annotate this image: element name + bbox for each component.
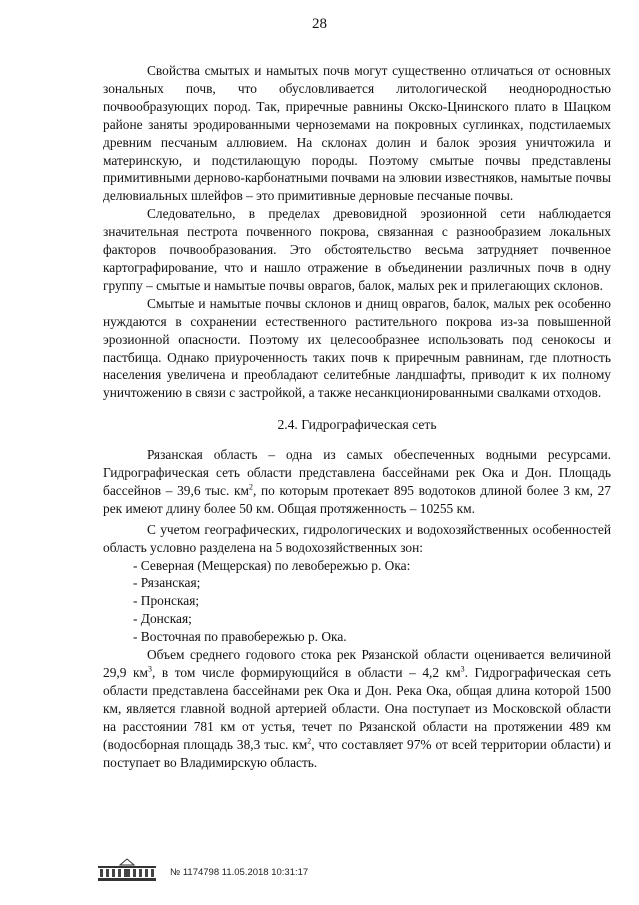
- paragraph-soil-properties: Свойства смытых и намытых почв могут существенно отличаться от основных зональных почв, что обусловливается литологической неоднородностью почвообразующих пород. Так, приречные равнины Окско-Цнинского плато в Шацком районе заняты эродированными черноземами на покровных суглинках, подстилаемых древним песчаным аллювием. На склонах долин и балок эрозия уничтожила и материнскую, и подстилающую породы. Поэтому смытые почвы представлены примитивными дерново-карбонатными почвами на элювии известняков, намытые почвы делювиальных шлейфов – это примитивные дерновые песчаные почвы.: [103, 63, 611, 204]
- paragraph-river-runoff: Объем среднего годового стока рек Рязанской области оценивается величиной 29,9 $км^3$, в том числе формирующийся в области – 4,2 $км^3$. Гидрографическая сеть области представлена бассейнами рек Ока и Дон. Река Ока, общая длина которой 1500 км, является главной водной артерией области. Она поступает из Московской области на расстоянии 781 км от устья, течет по Рязанской области на протяжении 489 км (водосборная площадь 38,3 тыс. $км^2$, что составляет 97% от всей территории области) и поступает во Владимирскую область.: [103, 647, 611, 770]
- paragraph-water-resources: Рязанская область – одна из самых обеспеченных водными ресурсами. Гидрографическая сеть области представлена бассейнами рек Ока и Дон. Площадь бассейнов – 39,6 тыс. $км^2$, по которым протекает 895 водотоков длиной более 3 км, 27 рек имеют длину более 50 км. Общая протяженность – 10255 км.: [103, 447, 611, 516]
- list-item-zone-5: - Восточная по правобережью р. Ока.: [133, 629, 347, 645]
- building-stamp-icon: [96, 858, 158, 882]
- document-body: [103, 62, 611, 771]
- list-item-zone-4: - Донская;: [133, 611, 192, 627]
- paragraph-erosion-network: Следовательно, в пределах древовидной эрозионной сети наблюдается значительная пестрота почвенного покрова, связанная с разнообразием локальных факторов почвообразования. Это обстоятельство весьма затрудняет почвенное картографирование, что и нашло отражение в объединении различных почв в одну группу – смытые и намытые почвы оврагов, балок, малых рек и прилегающих склонов.: [103, 206, 611, 293]
- list-item-zone-1: - Северная (Мещерская) по левобережью р. Ока:: [133, 557, 411, 573]
- list-item-zone-3: - Пронская;: [133, 593, 200, 609]
- stamp-number: № 1174798 11.05.2018 10:31:17: [170, 867, 309, 878]
- paragraph-zones-intro: С учетом географических, гидрологических и водохозяйственных особенностей область условно разделена на 5 водохозяйственных зон:: [103, 521, 611, 555]
- section-heading: 2.4. Гидрографическая сеть: [277, 417, 437, 433]
- page-number: 28: [312, 16, 327, 32]
- paragraph-soil-protection: Смытые и намытые почвы склонов и днищ оврагов, балок, малых рек особенно нуждаются в сохранении естественного растительного покрова из-за повышенной эрозионной опасности. Поэтому их целесообразнее использовать под сенокосы и пастбища. Однако приуроченность таких почв к приречным равнинам, где плотность населения увеличена и преобладают селитебные ландшафты, приводит к их полному уничтожению в связи с застройкой, а также несанкционированными свалками отходов.: [103, 295, 611, 401]
- list-item-zone-2: - Рязанская;: [133, 575, 201, 591]
- document-stamp: [96, 858, 496, 884]
